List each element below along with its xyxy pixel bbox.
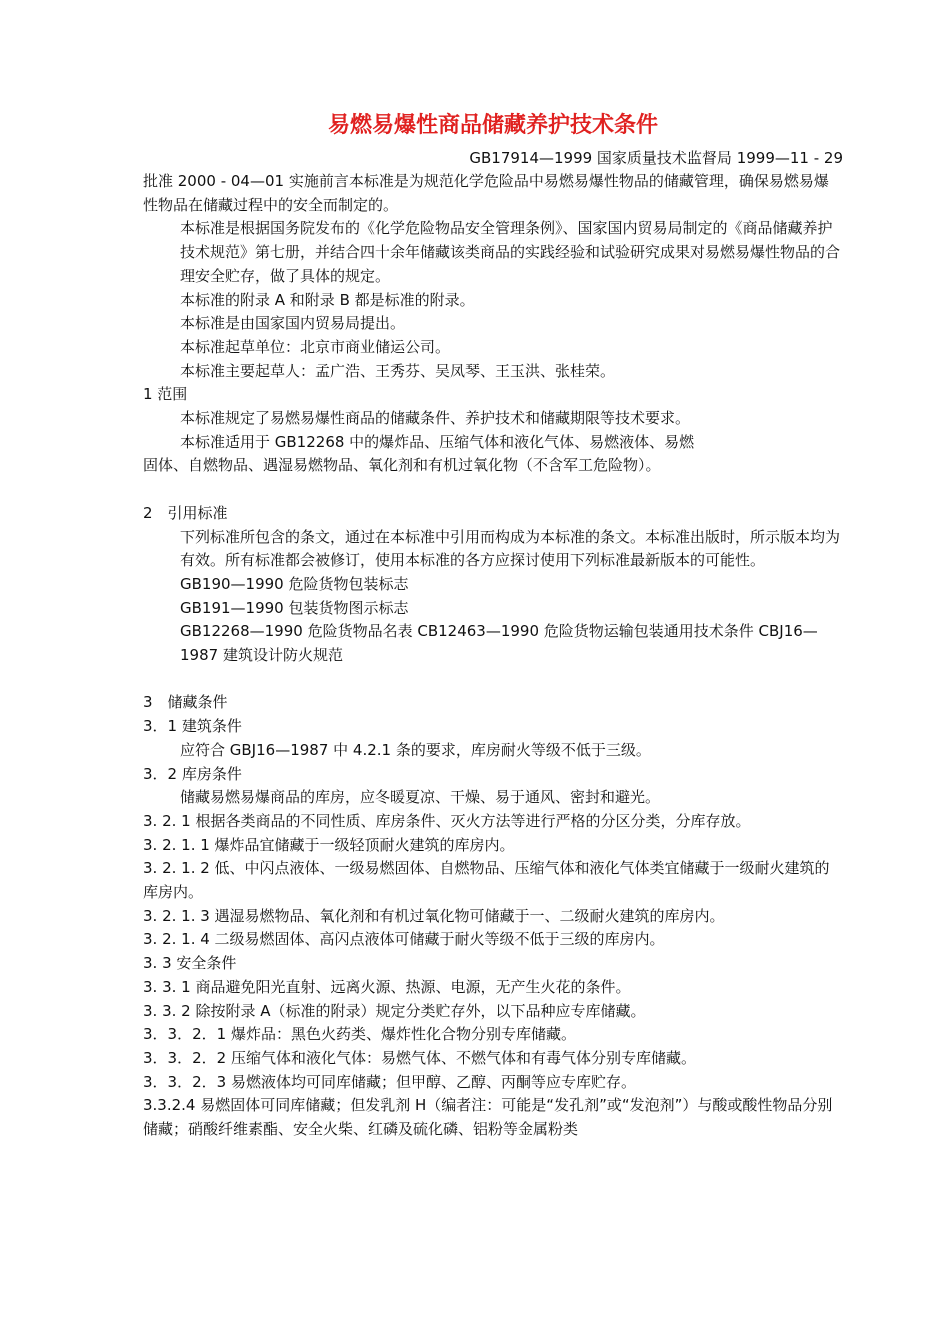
paragraph-foreword: 批准 2000 - 04—01 实施前言本标准是为规范化学危险品中易燃易爆性物品的储藏管理，确保易燃易爆性物品在储藏过程中的安全而制定的。: [143, 172, 829, 214]
reference-item: GB190—1990 危险货物包装标志: [180, 574, 409, 593]
clause: 3.3.2.4 易燃固体可同库储藏；但发乳剂 H（编者注：可能是“发孔剂”或“发泡剂”）与酸或酸性物品分别储藏；硝酸纤维素酯、安全火柴、红磷及硫化磷、铝粉等金属粉类: [143, 1096, 833, 1139]
document-title: 易燃易爆性商品储藏养护技术条件: [327, 113, 658, 138]
subsection-heading: 3. 3 安全条件: [143, 954, 237, 973]
paragraph-drafters: 本标准主要起草人：孟广浩、王秀芬、吴凤琴、王玉洪、张桂荣。: [180, 361, 616, 380]
reference-item: GB191—1990 包装货物图示标志: [180, 598, 409, 617]
spacer: [143, 478, 843, 502]
paragraph-basis: 本标准是根据国务院发布的《化学危险物品安全管理条例》、国家国内贸易局制定的《商品储藏养护技术规范》第七册，并结合四十余年储藏该类商品的实践经验和试验研究成果对易燃易爆性物品的合理安全贮存，做了具体的规定。: [180, 219, 841, 285]
section-heading-references: 2 引用标准: [143, 503, 228, 522]
paragraph-references-intro: 下列标准所包含的条文，通过在本标准中引用而构成为本标准的条文。本标准出版时，所示版本均为有效。所有标准都会被修订，使用本标准的各方应探讨使用下列标准最新版本的可能性。: [180, 527, 841, 570]
subsection-heading: 3．2 库房条件: [143, 764, 242, 783]
clause: 3．3．2．1 爆炸品：黑色火药类、爆炸性化合物分别专库储藏。: [143, 1025, 576, 1044]
reference-item: GB12268—1990 危险货物品名表 CB12463—1990 危险货物运输包装通用技术条件 CBJ16—1987 建筑设计防火规范: [180, 622, 818, 665]
paragraph-drafting-unit: 本标准起草单位：北京市商业储运公司。: [180, 337, 451, 356]
clause: 3．3．2．2 压缩气体和液化气体：易燃气体、不燃气体和有毒气体分别专库储藏。: [143, 1048, 696, 1067]
standard-meta-line: GB17914—1999 国家质量技术监督局 1999—11 - 29: [469, 149, 843, 167]
clause: 3. 2. 1. 1 爆炸品宜储藏于一级轻顶耐火建筑的库房内。: [143, 835, 515, 854]
paragraph: 应符合 GBJ16—1987 中 4.2.1 条的要求，库房耐火等级不低于三级。: [180, 740, 651, 759]
paragraph-scope-1: 本标准规定了易燃易爆性商品的储藏条件、养护技术和储藏期限等技术要求。: [180, 409, 691, 428]
clause: 3. 2. 1 根据各类商品的不同性质、库房条件、灭火方法等进行严格的分区分类，分库存放。: [143, 811, 751, 830]
paragraph: 储藏易燃易爆商品的库房，应冬暖夏凉、干燥、易于通风、密封和避光。: [180, 788, 661, 807]
paragraph-proposer: 本标准是由国家国内贸易局提出。: [180, 314, 406, 333]
section-heading-storage: 3 储藏条件: [143, 693, 228, 712]
spacer: [143, 668, 843, 692]
document-page: [143, 108, 843, 1142]
paragraph-scope-3: 固体、自燃物品、遇湿易燃物品、氧化剂和有机过氧化物（不含军工危险物）。: [143, 456, 661, 475]
paragraph-appendix: 本标准的附录 A 和附录 B 都是标准的附录。: [180, 290, 475, 309]
clause: 3. 2. 1. 3 遇湿易燃物品、氧化剂和有机过氧化物可储藏于一、二级耐火建筑的库房内。: [143, 906, 725, 925]
clause: 3. 2. 1. 2 低、中闪点液体、一级易燃固体、自燃物品、压缩气体和液化气体类宜储藏于一级耐火建筑的库房内。: [143, 859, 830, 902]
clause: 3. 3. 2 除按附录 A（标准的附录）规定分类贮存外，以下品种应专库储藏。: [143, 1001, 646, 1020]
section-heading-scope: 1 范围: [143, 385, 188, 404]
clause: 3. 2. 1. 4 二级易燃固体、高闪点液体可储藏于耐火等级不低于三级的库房内。: [143, 930, 665, 949]
subsection-heading: 3．1 建筑条件: [143, 717, 242, 736]
clause: 3. 3. 1 商品避免阳光直射、远离火源、热源、电源，无产生火花的条件。: [143, 977, 631, 996]
clause: 3．3．2．3 易燃液体均可同库储藏；但甲醇、乙醇、丙酮等应专库贮存。: [143, 1072, 636, 1091]
paragraph-scope-2: 本标准适用于 GB12268 中的爆炸品、压缩气体和液化气体、易燃液体、易燃: [180, 432, 695, 451]
